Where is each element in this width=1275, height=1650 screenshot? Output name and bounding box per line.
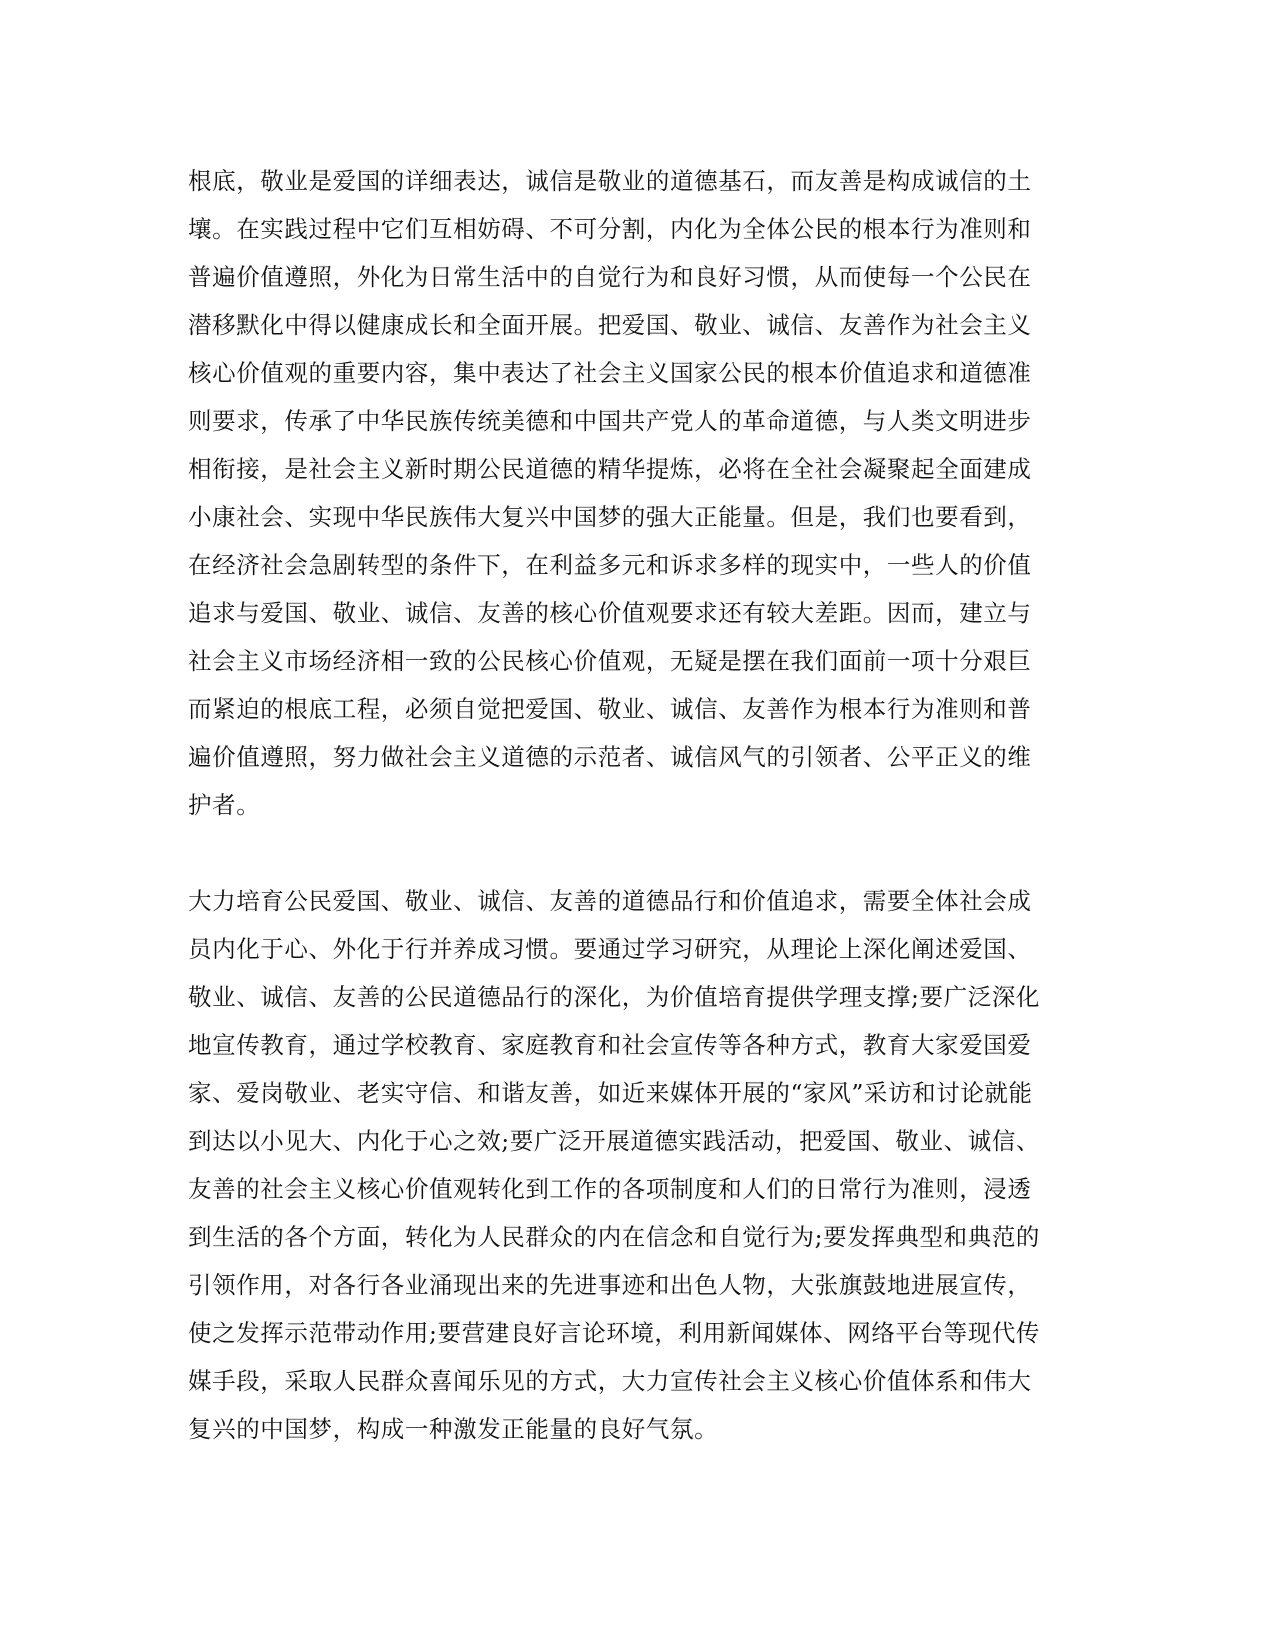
text-line: 使之发挥示范带动作用;要营建良好言论环境，利用新闻媒体、网络平台等现代传 [188, 1319, 1041, 1347]
document-body [188, 157, 1068, 1453]
text-line: 普遍价值遵照，外化为日常生活中的自觉行为和良好习惯，从而使每一个公民在 [188, 263, 1032, 291]
text-line: 友善的社会主义核心价值观转化到工作的各项制度和人们的日常行为准则，浸透 [188, 1175, 1032, 1203]
text-line: 相衔接，是社会主义新时期公民道德的精华提炼，必将在全社会凝聚起全面建成 [188, 455, 1032, 483]
text-line: 员内化于心、外化于行并养成习惯。要通过学习研究，从理论上深化阐述爱国、 [188, 935, 1032, 963]
text-line: 到生活的各个方面，转化为人民群众的内在信念和自觉行为;要发挥典型和典范的 [188, 1223, 1041, 1251]
paragraph-spacer [188, 829, 1068, 877]
text-line: 潜移默化中得以健康成长和全面开展。把爱国、敬业、诚信、友善作为社会主义 [188, 311, 1032, 339]
text-line: 根底，敬业是爱国的详细表达，诚信是敬业的道德基石，而友善是构成诚信的土 [188, 167, 1032, 195]
text-line: 媒手段，采取人民群众喜闻乐见的方式，大力宣传社会主义核心价值体系和伟大 [188, 1367, 1032, 1395]
paragraph-2 [188, 877, 1068, 1453]
text-line: 引领作用，对各行各业涌现出来的先进事迹和出色人物，大张旗鼓地进展宣传， [188, 1271, 1032, 1299]
text-line: 遍价值遵照，努力做社会主义道德的示范者、诚信风气的引领者、公平正义的维 [188, 743, 1032, 771]
text-line: 家、爱岗敬业、老实守信、和谐友善，如近来媒体开展的“家风”采访和讨论就能 [188, 1079, 1033, 1107]
paragraph-1 [188, 157, 1068, 829]
text-line: 追求与爱国、敬业、诚信、友善的核心价值观要求还有较大差距。因而，建立与 [188, 599, 1032, 627]
text-line: 敬业、诚信、友善的公民道德品行的深化，为价值培育提供学理支撑;要广泛深化 [188, 983, 1041, 1011]
text-line: 小康社会、实现中华民族伟大复兴中国梦的强大正能量。但是，我们也要看到， [188, 503, 1032, 531]
text-line: 则要求，传承了中华民族传统美德和中国共产党人的革命道德，与人类文明进步 [188, 407, 1032, 435]
text-line: 地宣传教育，通过学校教育、家庭教育和社会宣传等各种方式，教育大家爱国爱 [188, 1031, 1032, 1059]
text-line: 护者。 [188, 791, 261, 819]
text-line: 而紧迫的根底工程，必须自觉把爱国、敬业、诚信、友善作为根本行为准则和普 [188, 695, 1032, 723]
text-line: 复兴的中国梦，构成一种激发正能量的良好气氛。 [188, 1415, 719, 1443]
text-line: 社会主义市场经济相一致的公民核心价值观，无疑是摆在我们面前一项十分艰巨 [188, 647, 1032, 675]
text-line: 到达以小见大、内化于心之效;要广泛开展道德实践活动，把爱国、敬业、诚信、 [188, 1127, 1041, 1155]
text-line: 核心价值观的重要内容，集中表达了社会主义国家公民的根本价值追求和道德准 [188, 359, 1032, 387]
text-line: 在经济社会急剧转型的条件下，在利益多元和诉求多样的现实中，一些人的价值 [188, 551, 1032, 579]
text-line: 壤。在实践过程中它们互相妨碍、不可分割，内化为全体公民的根本行为准则和 [188, 215, 1032, 243]
text-line: 大力培育公民爱国、敬业、诚信、友善的道德品行和价值追求，需要全体社会成 [188, 887, 1032, 915]
